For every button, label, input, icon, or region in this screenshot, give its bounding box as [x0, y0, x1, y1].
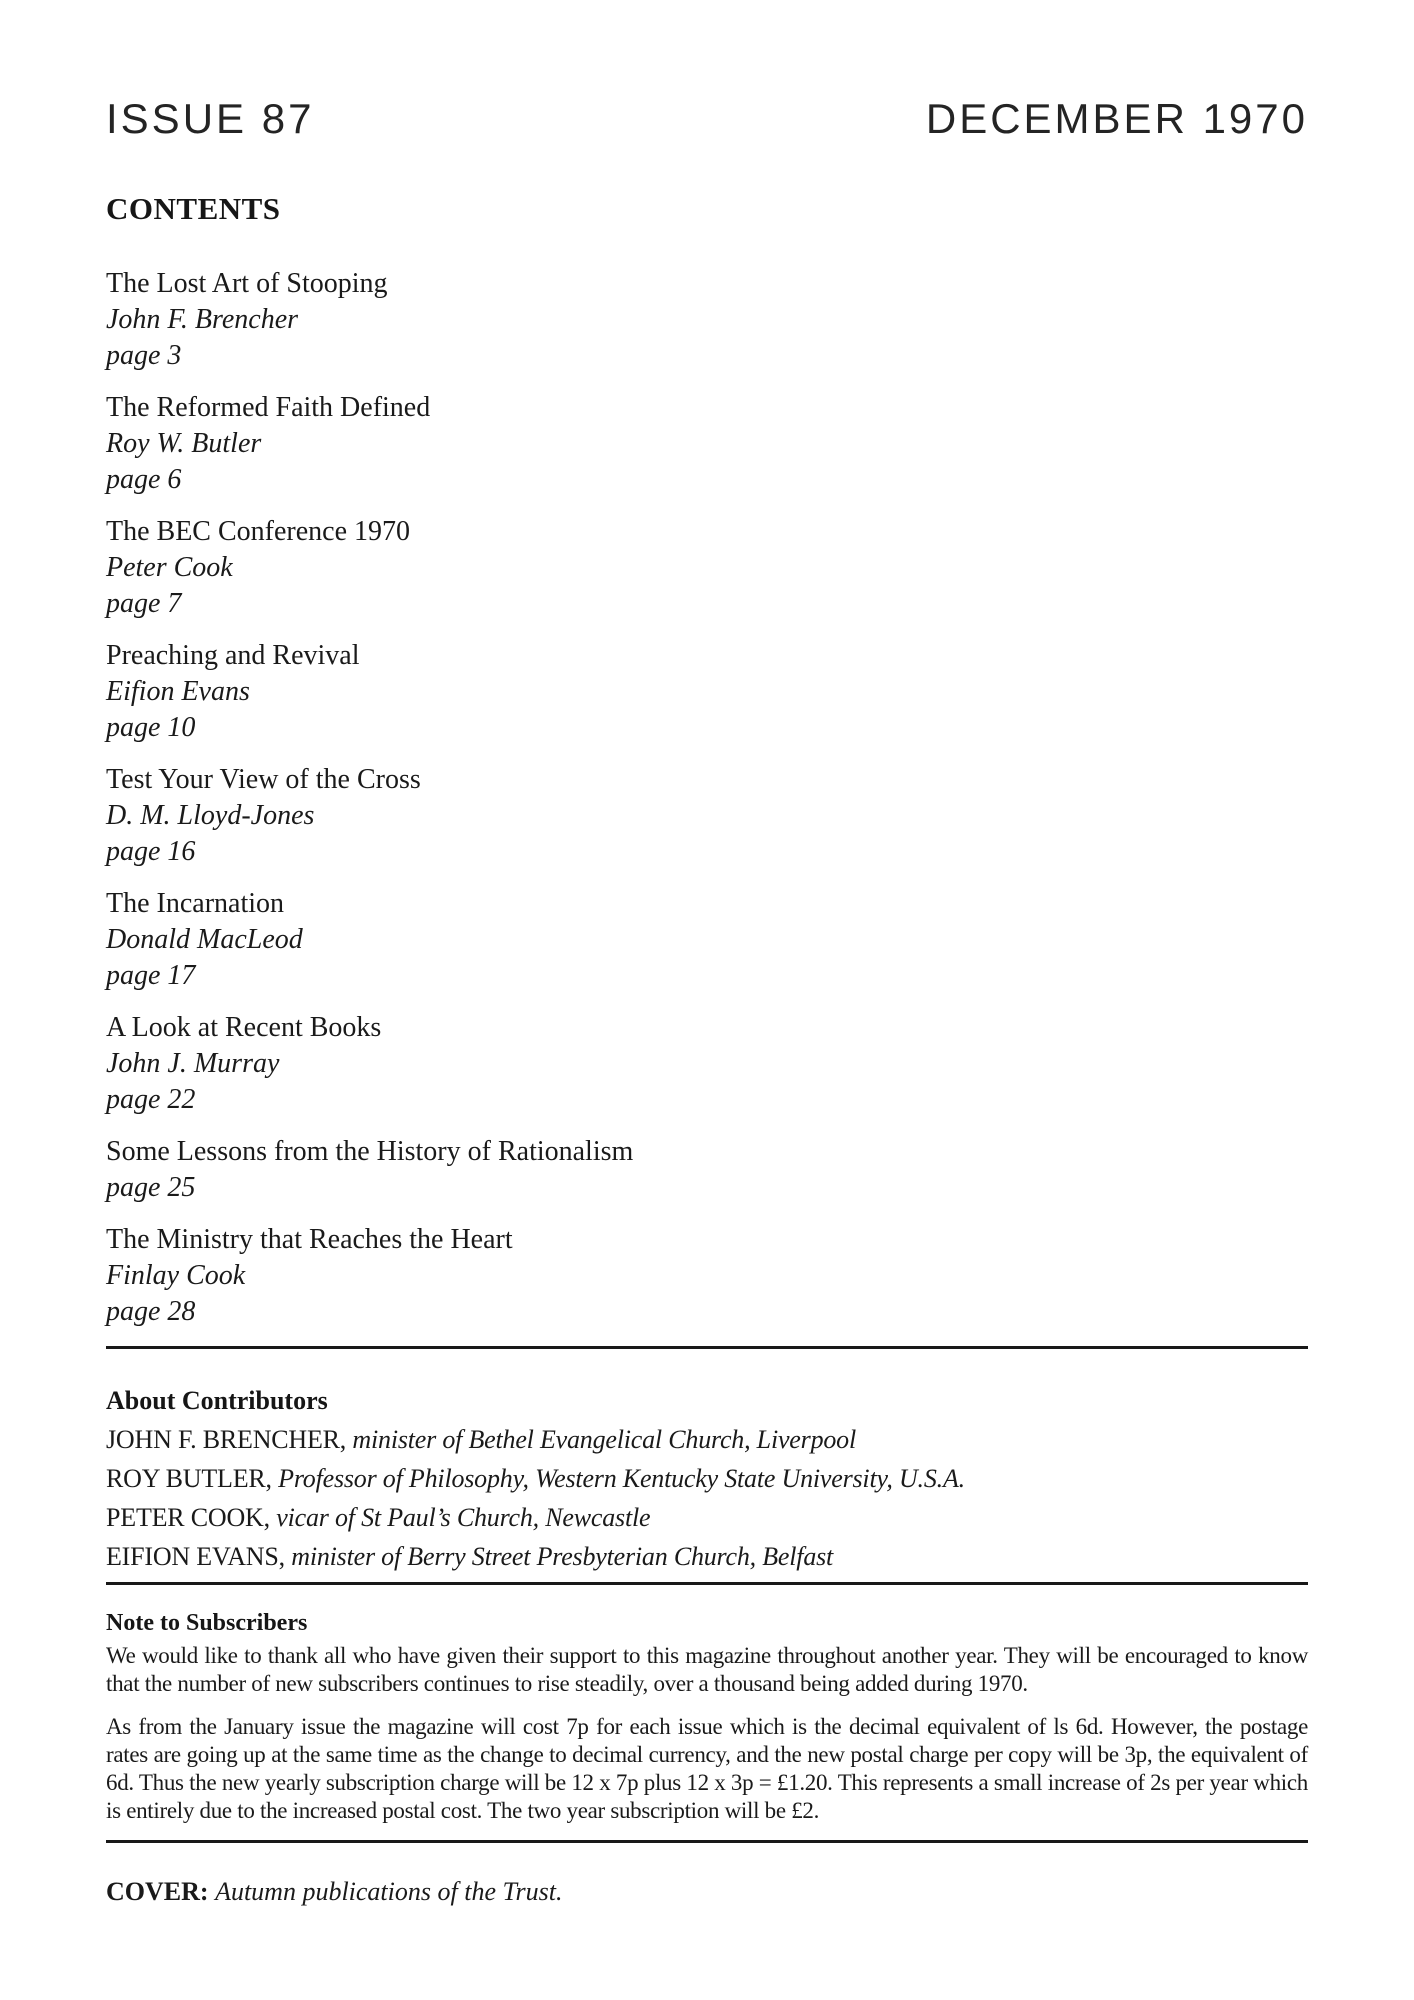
- toc-entry-author: John J. Murray: [106, 1048, 280, 1079]
- masthead: [106, 95, 1308, 142]
- contributors-list: [106, 1426, 1308, 1571]
- contributor-name: ROY BUTLER,: [106, 1464, 272, 1493]
- toc-entry-page: page 22: [106, 1084, 196, 1115]
- issue-date: DECEMBER 1970: [925, 95, 1308, 142]
- toc-entry: [106, 1010, 1308, 1118]
- toc-list: [106, 266, 1308, 1330]
- toc-entry-title: The Incarnation: [106, 888, 285, 919]
- toc-entry-page: page 7: [106, 588, 182, 619]
- contributor-name: PETER COOK,: [106, 1503, 270, 1532]
- toc-entry: [106, 1222, 1308, 1330]
- toc-entry-author: John F. Brencher: [106, 304, 299, 335]
- note-paragraph: We would like to thank all who have given their support to this magazine throughout another year. They will be encouraged to know that the number of new subscribers continues to rise steadily, over a thousand being added during 1970.: [106, 1643, 1308, 1696]
- toc-entry: [106, 266, 1308, 374]
- contributor-name: EIFION EVANS,: [106, 1542, 285, 1571]
- contributors-heading: About Contributors: [106, 1386, 328, 1415]
- toc-entry-title: Test Your View of the Cross: [106, 764, 421, 795]
- toc-entry-author: Eifion Evans: [106, 676, 250, 707]
- contributor-line: [106, 1543, 1308, 1571]
- issue-label: ISSUE 87: [106, 95, 315, 142]
- toc-entry-page: page 25: [106, 1172, 196, 1203]
- toc-entry-author: Finlay Cook: [106, 1260, 246, 1291]
- toc-entry-author: D. M. Lloyd-Jones: [106, 800, 315, 831]
- toc-entry-page: page 17: [106, 960, 196, 991]
- contributor-line: [106, 1504, 1308, 1532]
- toc-entry: [106, 762, 1308, 870]
- toc-entry-page: page 28: [106, 1296, 196, 1327]
- contributor-role: vicar of St Paul’s Church, Newcastle: [276, 1503, 651, 1532]
- toc-entry-author: Donald MacLeod: [106, 924, 303, 955]
- contributor-role: Professor of Philosophy, Western Kentucky State University, U.S.A.: [278, 1464, 965, 1493]
- divider-top: [106, 1346, 1308, 1349]
- toc-entry-title: The Reformed Faith Defined: [106, 392, 431, 423]
- toc-entry-title: The Lost Art of Stooping: [106, 268, 388, 299]
- note-paragraphs: [106, 1642, 1308, 1825]
- toc-entry-title: Some Lessons from the History of Rationalism: [106, 1136, 634, 1167]
- contributor-role: minister of Bethel Evangelical Church, Liverpool: [352, 1425, 856, 1454]
- toc-entry-title: The Ministry that Reaches the Heart: [106, 1224, 513, 1255]
- note-paragraph: As from the January issue the magazine will cost 7p for each issue which is the decimal equivalent of ls 6d. However, the postage rates are going up at the same time as the change to decimal currency, and the new postal charge per copy will be 3p, the equivalent of 6d. Thus the new yearly subscription charge will be 12 x 7p plus 12 x 3p = £1.20. This represents a small increase of 2s per year which is entirely due to the increased postal cost. The two year subscription will be £2.: [106, 1714, 1308, 1823]
- toc-entry: [106, 886, 1308, 994]
- toc-entry-title: A Look at Recent Books: [106, 1012, 382, 1043]
- toc-entry: [106, 1134, 1308, 1206]
- toc-entry-page: page 16: [106, 836, 196, 867]
- toc-entry-page: page 3: [106, 340, 182, 371]
- cover-line: [106, 1877, 1308, 1907]
- contributor-name: JOHN F. BRENCHER,: [106, 1425, 347, 1454]
- toc-entry-title: Preaching and Revival: [106, 640, 360, 671]
- toc-entry: [106, 390, 1308, 498]
- cover-text: Autumn publications of the Trust.: [215, 1877, 563, 1906]
- toc-entry-author: Peter Cook: [106, 552, 233, 583]
- cover-label: COVER:: [106, 1877, 209, 1906]
- divider-middle: [106, 1582, 1308, 1585]
- contributors-section: [106, 1385, 1308, 1571]
- toc-entry: [106, 514, 1308, 622]
- note-heading: Note to Subscribers: [106, 1610, 308, 1636]
- contents-heading: CONTENTS: [106, 191, 281, 226]
- contributor-line: [106, 1465, 1308, 1493]
- contributor-line: [106, 1426, 1308, 1454]
- toc-entry-title: The BEC Conference 1970: [106, 516, 411, 547]
- divider-bottom: [106, 1840, 1308, 1843]
- toc-entry-page: page 6: [106, 464, 182, 495]
- toc-entry-author: Roy W. Butler: [106, 428, 262, 459]
- toc-entry-page: page 10: [106, 712, 196, 743]
- toc-entry: [106, 638, 1308, 746]
- note-section: [106, 1609, 1308, 1825]
- contributor-role: minister of Berry Street Presbyterian Church, Belfast: [291, 1542, 834, 1571]
